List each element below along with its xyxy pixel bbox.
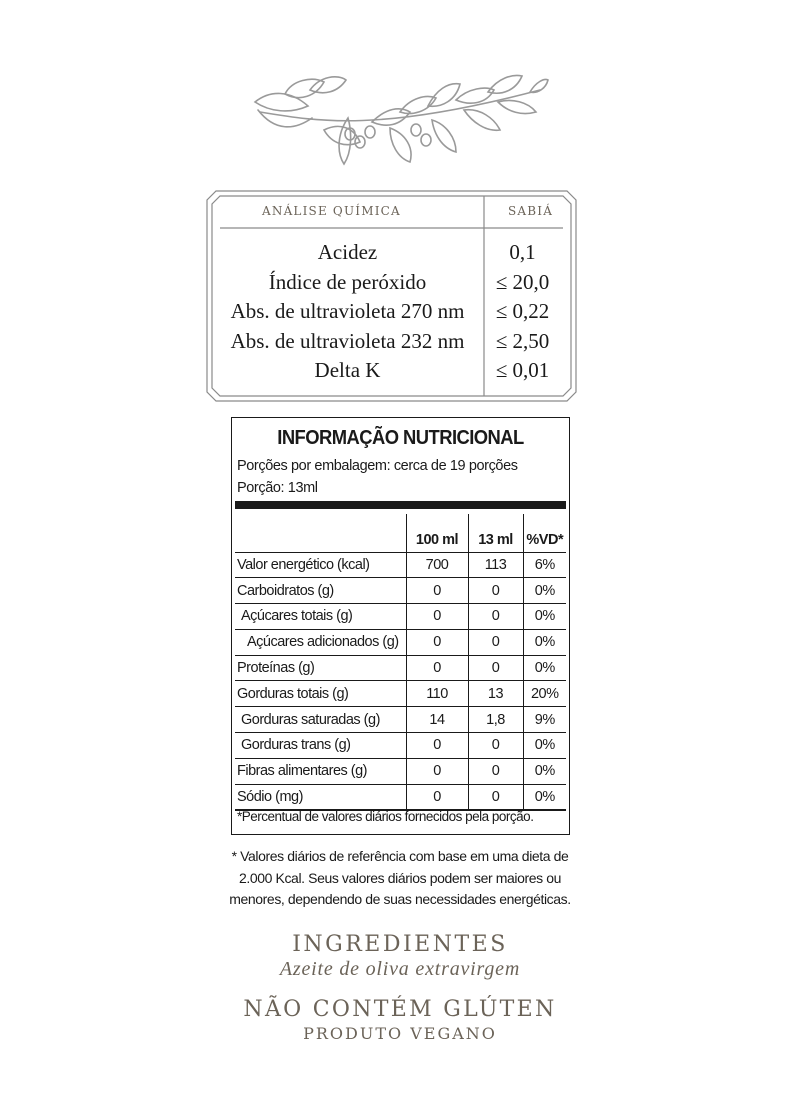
daily-values-note [200, 846, 600, 911]
chemical-row-value: ≤ 0,22 [495, 299, 550, 324]
nutrition-footnote: *Percentual de valores diários fornecidos pela porção. [237, 809, 534, 824]
value-13ml: 0 [468, 655, 523, 681]
olive-branch-icon [250, 72, 550, 182]
table-row [235, 784, 566, 810]
nutrient-name: Proteínas (g) [237, 660, 315, 677]
value-13ml: 13 [468, 681, 523, 707]
table-row [235, 681, 566, 707]
value-vd: 0% [523, 733, 566, 759]
gluten-free-claim: NÃO CONTÉM GLÚTEN [243, 997, 557, 1022]
value-13ml: 0 [468, 784, 523, 810]
daily-values-line: 2.000 Kcal. Seus valores diários podem ser maiores ou [239, 869, 561, 886]
nutrient-name: Valor energético (kcal) [237, 556, 370, 573]
thick-divider [235, 501, 566, 509]
empty-header-cell [235, 514, 406, 552]
chemical-row-name: Índice de peróxido [268, 269, 427, 294]
value-13ml: 0 [468, 758, 523, 784]
brand-column-header: SABIÁ [508, 204, 554, 218]
chemical-analysis-rows [220, 238, 570, 386]
chemical-row-value: ≤ 0,01 [495, 358, 550, 383]
chemical-row-name: Abs. de ultravioleta 270 nm [230, 299, 465, 324]
chemical-row-name: Acidez [317, 240, 378, 265]
value-100ml: 0 [406, 629, 468, 655]
value-13ml: 0 [468, 604, 523, 630]
value-100ml: 14 [406, 707, 468, 733]
nutrient-name: Gorduras totais (g) [237, 685, 349, 702]
value-100ml: 700 [406, 552, 468, 578]
table-row [235, 707, 566, 733]
nutrient-name: Gorduras saturadas (g) [241, 711, 380, 728]
chemical-row [220, 297, 570, 327]
column-header-13ml: 13 ml [468, 514, 523, 552]
chemical-row-value: ≤ 2,50 [495, 328, 550, 353]
table-row [235, 733, 566, 759]
column-header-100ml: 100 ml [406, 514, 468, 552]
nutrition-header-row [235, 514, 566, 552]
chemical-row [220, 268, 570, 298]
value-100ml: 0 [406, 758, 468, 784]
chemical-analysis-header: ANÁLISE QUÍMICA [262, 204, 401, 218]
vegan-claim: PRODUTO VEGANO [303, 1024, 497, 1043]
nutrient-name: Açúcares totais (g) [241, 608, 353, 625]
value-100ml: 0 [406, 733, 468, 759]
servings-per-package: Porções por embalagem: cerca de 19 porções [237, 458, 518, 474]
nutrition-title: INFORMAÇÃO NUTRICIONAL [277, 427, 524, 449]
nutrition-grid [235, 514, 566, 811]
value-vd: 6% [523, 552, 566, 578]
value-13ml: 113 [468, 552, 523, 578]
table-row [235, 629, 566, 655]
value-vd: 0% [523, 629, 566, 655]
nutrient-name: Gorduras trans (g) [241, 737, 351, 754]
value-vd: 0% [523, 784, 566, 810]
table-row [235, 655, 566, 681]
chemical-row-value: 0,1 [509, 240, 536, 265]
value-100ml: 0 [406, 578, 468, 604]
table-row [235, 578, 566, 604]
value-vd: 0% [523, 655, 566, 681]
ingredients-title: INGREDIENTES [292, 932, 508, 957]
value-vd: 9% [523, 707, 566, 733]
serving-size: Porção: 13ml [237, 480, 318, 496]
nutrient-name: Açúcares adicionados (g) [247, 634, 399, 651]
table-row [235, 604, 566, 630]
value-100ml: 0 [406, 604, 468, 630]
value-100ml: 0 [406, 784, 468, 810]
chemical-row [220, 356, 570, 386]
value-vd: 0% [523, 758, 566, 784]
chemical-row [220, 238, 570, 268]
value-13ml: 0 [468, 733, 523, 759]
chemical-analysis-panel [206, 190, 577, 402]
value-13ml: 1,8 [468, 707, 523, 733]
nutrient-name: Carboidratos (g) [237, 582, 334, 599]
value-vd: 20% [523, 681, 566, 707]
nutrient-name: Fibras alimentares (g) [237, 763, 368, 780]
daily-values-line: menores, dependendo de suas necessidades energéticas. [229, 891, 571, 907]
value-vd: 0% [523, 604, 566, 630]
chemical-row [220, 327, 570, 357]
chemical-row-value: ≤ 20,0 [495, 269, 550, 294]
table-row [235, 552, 566, 578]
value-13ml: 0 [468, 629, 523, 655]
ingredients-text: Azeite de oliva extravirgem [279, 958, 521, 980]
value-100ml: 110 [406, 681, 468, 707]
value-100ml: 0 [406, 655, 468, 681]
table-row [235, 758, 566, 784]
column-header-vd: %VD* [523, 514, 566, 552]
nutrition-facts-table [231, 417, 570, 835]
chemical-row-name: Delta K [314, 358, 381, 383]
daily-values-line: * Valores diários de referência com base em uma dieta de [231, 848, 569, 864]
nutrient-name: Sódio (mg) [237, 788, 303, 805]
value-13ml: 0 [468, 578, 523, 604]
chemical-row-name: Abs. de ultravioleta 232 nm [230, 328, 465, 353]
value-vd: 0% [523, 578, 566, 604]
